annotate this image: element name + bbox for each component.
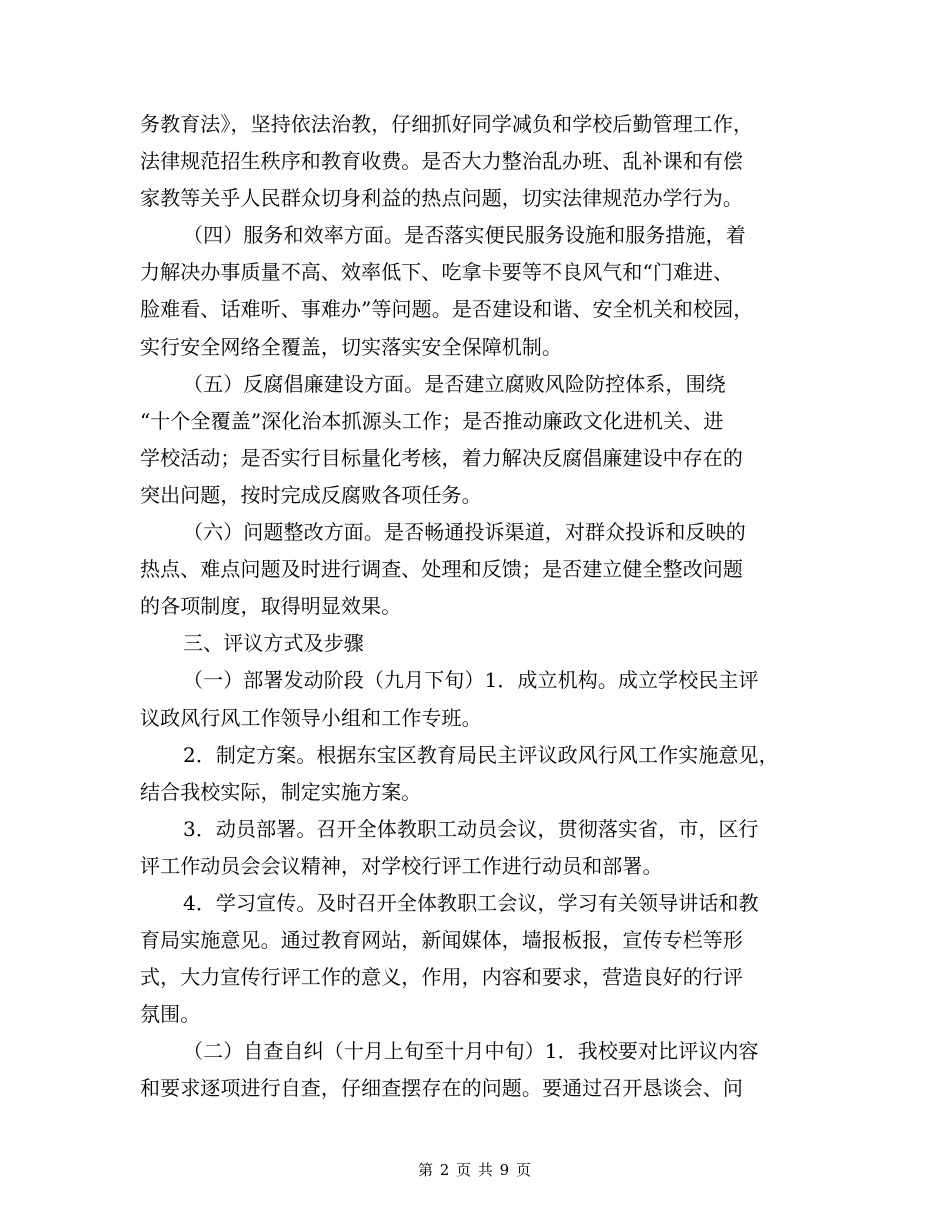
body-line: 突出问题，按时完成反腐败各项任务。 [140,482,482,507]
body-line: 和要求逐项进行自查，仔细查摆存在的问题。要通过召开恳谈会、问 [140,1076,743,1101]
page-footer: 第 2 页 共 9 页 [418,1161,532,1179]
body-line: 脸难看、话难听、事难办”等问题。是否建设和谐、安全机关和校园， [140,297,754,322]
body-line: 实行安全网络全覆盖，切实落实安全保障机制。 [140,334,563,359]
body-line: 式，大力宣传行评工作的意义，作用，内容和要求，营造良好的行评 [140,965,743,990]
body-line: 力解决办事质量不高、效率低下、吃拿卡要等不良风气和“门难进、 [140,260,734,285]
body-line: 务教育法》，坚持依法治教，仔细抓好同学减负和学校后勤管理工作， [140,112,754,136]
body-line: 热点、难点问题及时进行调查、处理和反馈；是否建立健全整改问题 [140,557,743,582]
body-line: （二）自查自纠（十月上旬至十月中旬）1．我校要对比评议内容 [183,1039,759,1064]
body-line: 育局实施意见。通过教育网站，新闻媒体，墙报板报，宣传专栏等形 [140,928,743,953]
body-line: 3．动员部署。召开全体教职工动员会议，贯彻落实省，市，区行 [183,816,759,841]
body-line: “十个全覆盖”深化治本抓源头工作；是否推动廉政文化进机关、进 [140,408,724,433]
body-line: 2．制定方案。根据东宝区教育局民主评议政风行风工作实施意见， [183,742,779,767]
body-line: 学校活动；是否实行目标量化考核，着力解决反腐倡廉建设中存在的 [140,445,743,470]
body-line: 结合我校实际，制定实施方案。 [140,779,422,804]
document-body [140,106,820,1108]
body-line: （一）部署发动阶段（九月下旬）1．成立机构。成立学校民主评 [183,668,759,693]
body-line: （六）问题整改方面。是否畅通投诉渠道，对群众投诉和反映的 [183,520,746,545]
body-line: 评工作动员会会议精神，对学校行评工作进行动员和部署。 [140,853,663,878]
body-line: 家教等关乎人民群众切身利益的热点问题，切实法律规范办学行为。 [140,186,743,211]
body-line: 三、评议方式及步骤 [183,631,364,656]
body-line: （五）反腐倡廉建设方面。是否建立腐败风险防控体系，围绕 [183,371,726,396]
body-line: 法律规范招生秩序和教育收费。是否大力整治乱办班、乱补课和有偿 [140,149,743,174]
body-line: 议政风行风工作领导小组和工作专班。 [140,705,482,730]
body-line: 4．学习宣传。及时召开全体教职工会议，学习有关领导讲话和教 [183,890,759,915]
body-line: （四）服务和效率方面。是否落实便民服务设施和服务措施，着 [183,223,746,248]
body-line: 氛围。 [140,1002,201,1027]
body-line: 的各项制度，取得明显效果。 [140,594,402,619]
